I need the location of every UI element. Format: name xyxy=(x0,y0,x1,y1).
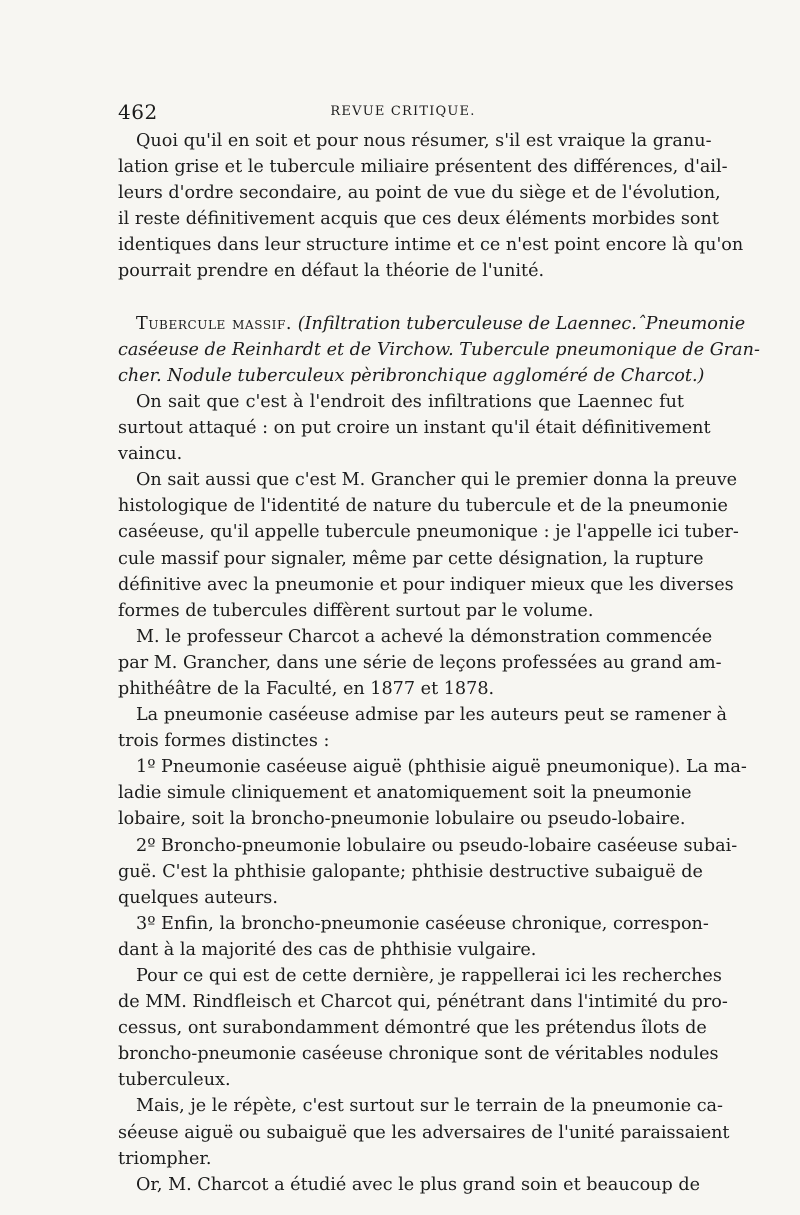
text-line: cessus, ont surabondamment démontré que les prétendus îlots de xyxy=(118,1018,707,1039)
text-line: guë. C'est la phthisie galopante; phthisie destructive subaiguë de xyxy=(118,861,703,882)
text-line: définitive avec la pneumonie et pour indiquer mieux que les diverses xyxy=(118,574,734,595)
text-line: caséeuse, qu'il appelle tubercule pneumonique : je l'appelle ici tuber- xyxy=(118,522,739,543)
text-line: par M. Grancher, dans une série de leçons professées au grand am- xyxy=(118,652,722,673)
text-line: pourrait prendre en défaut la théorie de l'unité. xyxy=(118,261,545,282)
text-line: Pour ce qui est de cette dernière, je rappellerai ici les recherches xyxy=(136,966,722,986)
text-line: de MM. Rindfleisch et Charcot qui, pénétrant dans l'intimité du pro- xyxy=(118,992,728,1013)
text-line: séeuse aiguë ou subaiguë que les adversaires de l'unité paraissaient xyxy=(118,1122,730,1143)
text-line: dant à la majorité des cas de phthisie vulgaire. xyxy=(118,939,537,960)
page-header xyxy=(118,100,688,124)
text-line: phithéâtre de la Faculté, en 1877 et 1878. xyxy=(118,678,495,699)
section-heading-line xyxy=(118,311,746,337)
text-line: histologique de l'identité de nature du tubercule et de la pneumonie xyxy=(118,496,728,517)
text-line: lation grise et le tubercule miliaire présentent des différences, d'ail- xyxy=(118,157,728,178)
text-line: On sait aussi que c'est M. Grancher qui le premier donna la preuve xyxy=(136,470,738,491)
text-line: surtout attaqué : on put croire un instant qu'il était définitivement xyxy=(118,418,711,439)
text-line: cher. Nodule tuberculeux pèribronchique aggloméré de Charcot.) xyxy=(118,365,705,386)
text-line: caséeuse de Reinhardt et de Virchow. Tubercule pneumonique de Gran- xyxy=(118,339,760,360)
text-line: ladie simule cliniquement et anatomiquement soit la pneumonie xyxy=(118,783,692,804)
text-line: tuberculeux. xyxy=(118,1070,231,1091)
text-line: formes de tubercules diffèrent surtout par le volume. xyxy=(118,600,594,621)
text-line: identiques dans leur structure intime et ce n'est point encore là qu'on xyxy=(118,235,744,256)
text-line: 3º Enfin, la broncho-pneumonie caséeuse chronique, correspon- xyxy=(136,913,709,934)
text-line: La pneumonie caséeuse admise par les auteurs peut se ramener à xyxy=(136,705,728,726)
running-head: REVUE CRITIQUE. xyxy=(330,104,476,119)
text-line: triompher. xyxy=(118,1148,212,1169)
body-text xyxy=(118,128,760,1198)
text-line: On sait que c'est à l'endroit des infiltrations que Laennec fut xyxy=(136,391,684,412)
text-line: M. le professeur Charcot a achevé la démonstration commencée xyxy=(136,626,713,647)
text-line: cule massif pour signaler, même par cette désignation, la rupture xyxy=(118,548,704,569)
text-line: Or, M. Charcot a étudié avec le plus grand soin et beaucoup de xyxy=(136,1174,701,1195)
text-line: lobaire, soit la broncho-pneumonie lobulaire ou pseudo-lobaire. xyxy=(118,809,686,830)
text-line: 2º Broncho-pneumonie lobulaire ou pseudo-lobaire caséeuse subai- xyxy=(136,835,738,856)
text-line: Quoi qu'il en soit et pour nous résumer, s'il est vraique la granu- xyxy=(136,131,712,151)
section-heading-subtitle: (Infiltration tuberculeuse de Laennec.ˆPneumonie xyxy=(297,313,746,334)
section-heading: Tubercule massif. xyxy=(136,313,293,334)
text-line: trois formes distinctes : xyxy=(118,731,330,752)
text-line: Mais, je le répète, c'est surtout sur le terrain de la pneumonie ca- xyxy=(136,1096,723,1117)
paragraph-gap xyxy=(118,285,684,311)
text-line: leurs d'ordre secondaire, au point de vue du siège et de l'évolution, xyxy=(118,183,721,204)
text-line: 1º Pneumonie caséeuse aiguë (phthisie aiguë pneumonique). La ma- xyxy=(136,757,747,778)
text-line: il reste définitivement acquis que ces deux éléments morbides sont xyxy=(118,209,719,230)
text-line: quelques auteurs. xyxy=(118,887,278,908)
text-line: broncho-pneumonie caséeuse chronique sont de véritables nodules xyxy=(118,1044,719,1065)
text-line: vaincu. xyxy=(118,444,183,465)
page-number: 462 xyxy=(118,100,158,124)
